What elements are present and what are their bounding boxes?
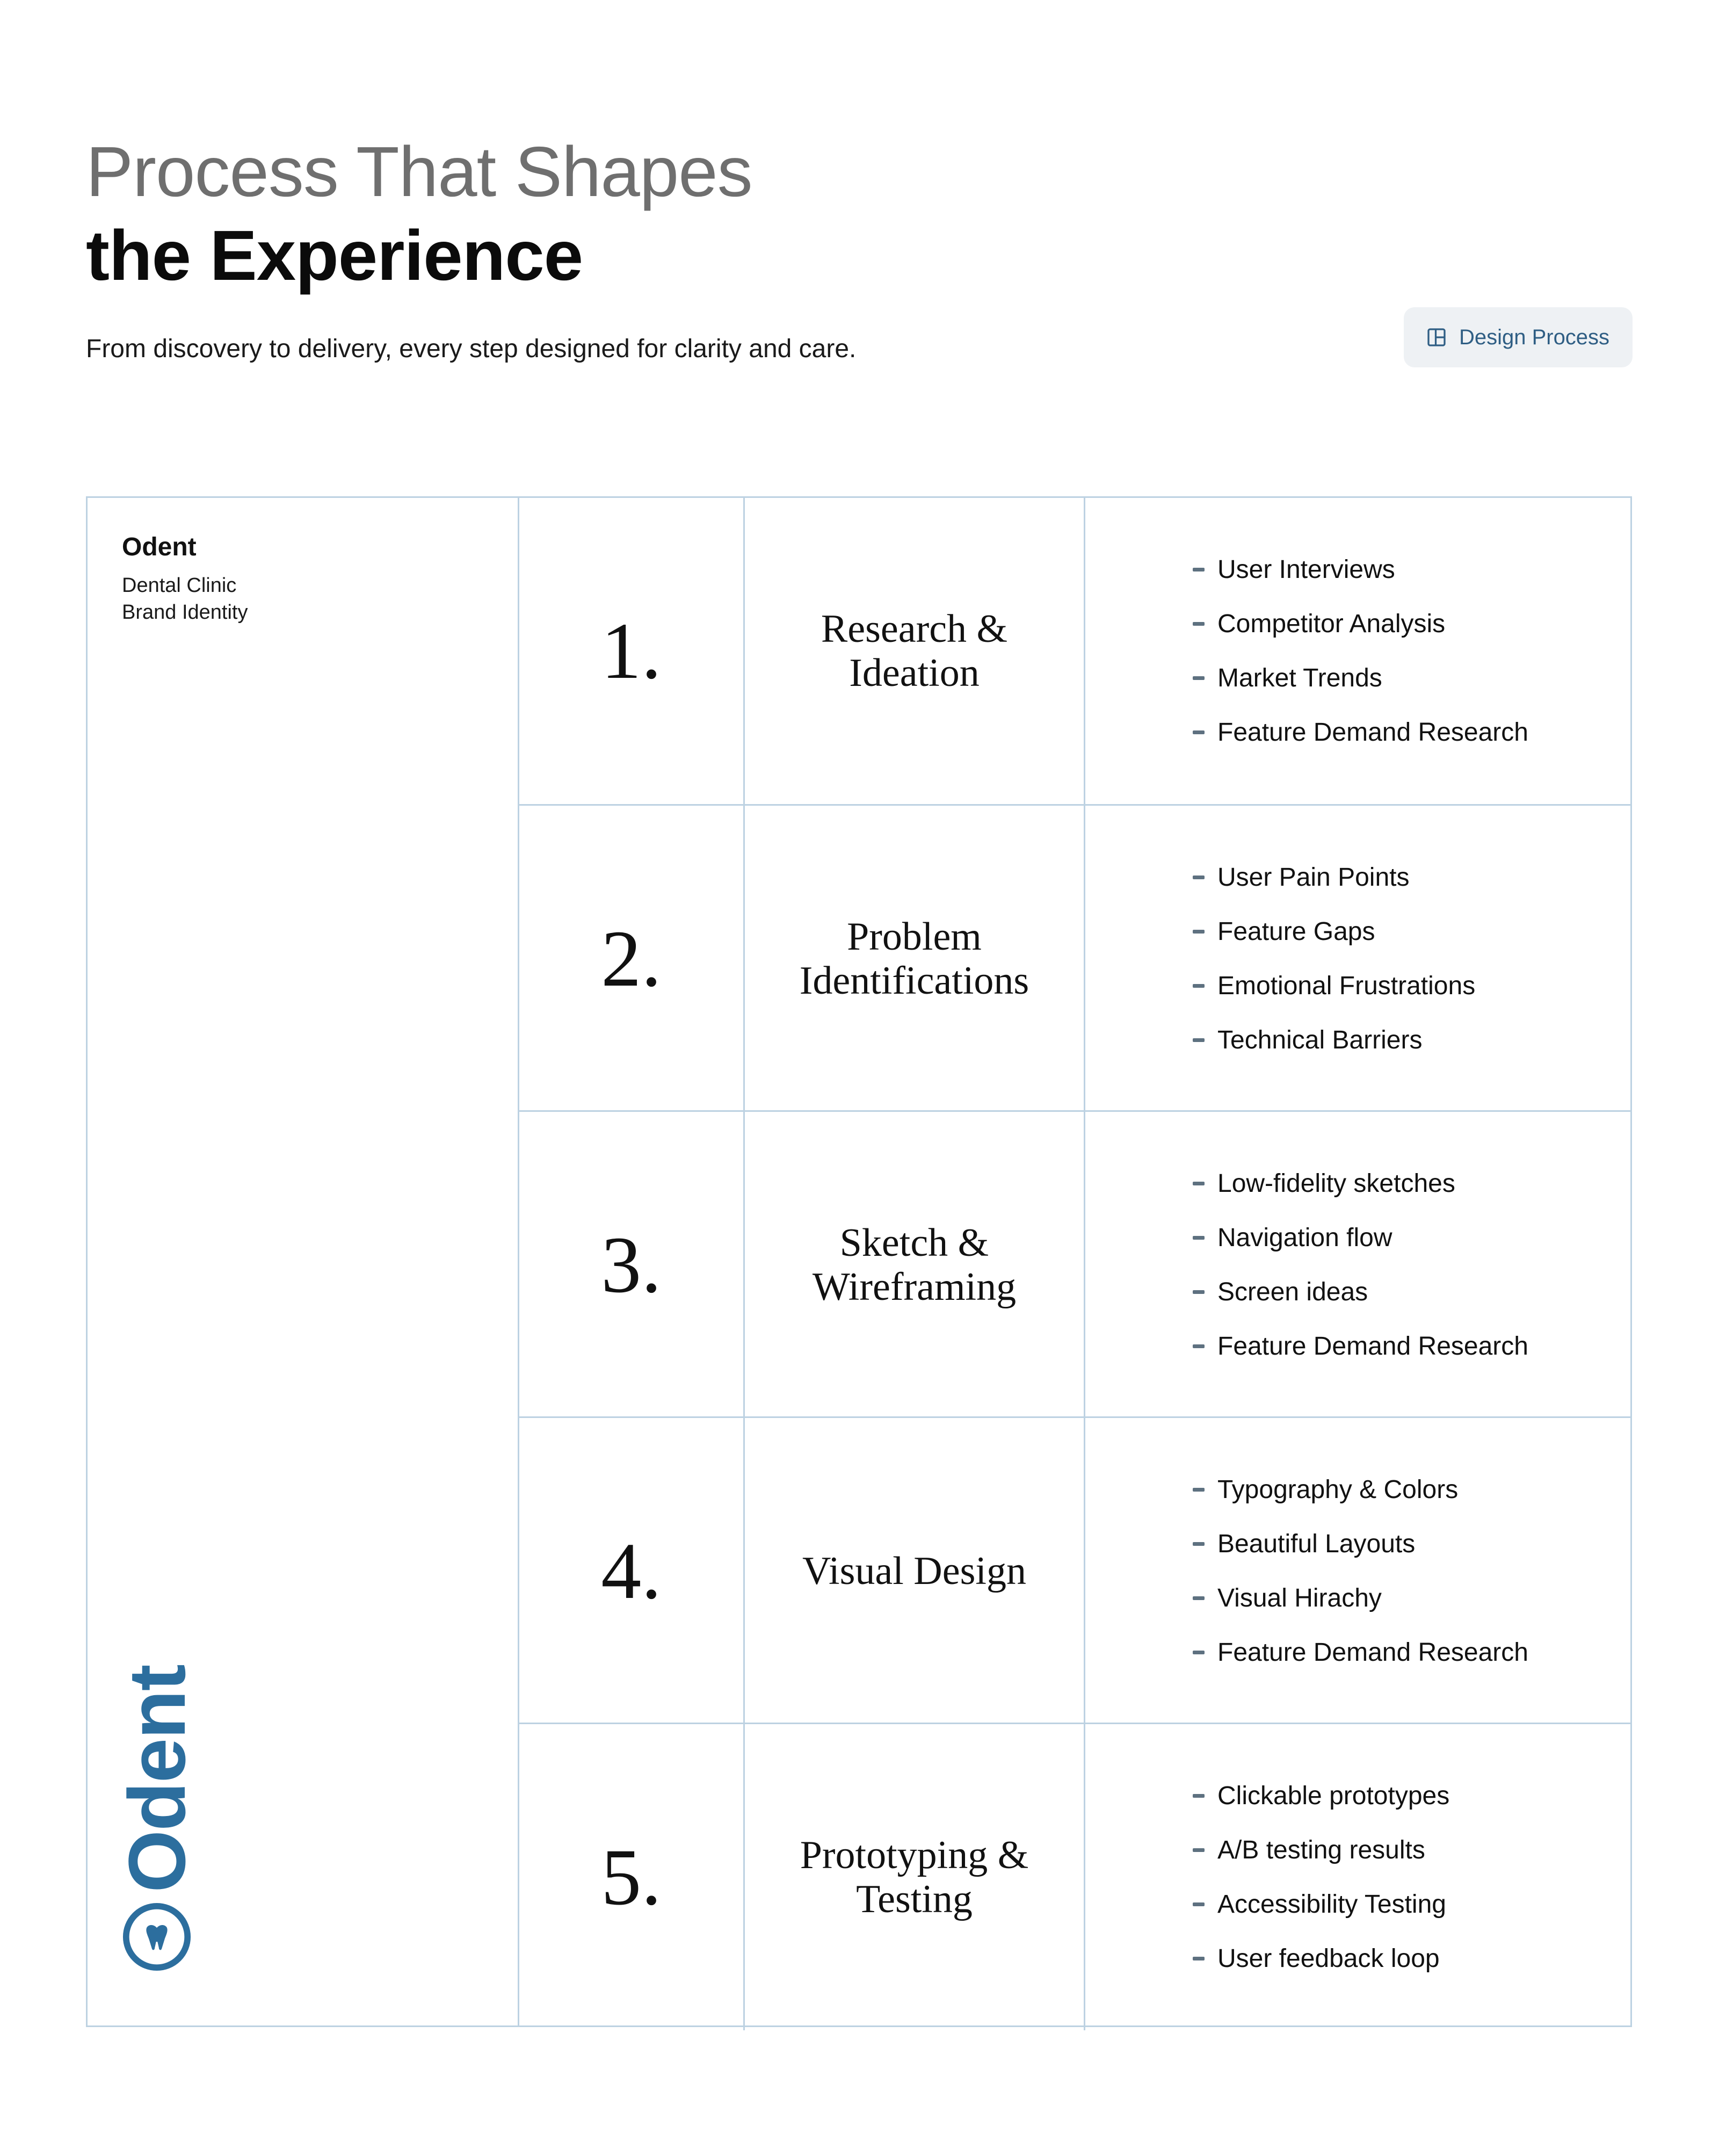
list-item bbox=[1193, 1571, 1630, 1625]
brand-column bbox=[88, 498, 519, 2025]
list-item bbox=[1193, 1156, 1630, 1211]
page-title-line1: Process That Shapes bbox=[86, 132, 752, 211]
layout-panel-icon bbox=[1427, 328, 1446, 347]
brand-subtitle-line2: Brand Identity bbox=[122, 601, 248, 624]
step-items bbox=[1085, 1112, 1630, 1418]
brand-subtitle bbox=[122, 572, 248, 626]
dash-bullet bbox=[1193, 1651, 1205, 1654]
dash-bullet bbox=[1193, 984, 1205, 988]
list-item-label: User Interviews bbox=[1217, 555, 1395, 584]
list-item bbox=[1193, 1211, 1630, 1265]
dash-bullet bbox=[1193, 1902, 1205, 1906]
badge-label: Design Process bbox=[1459, 325, 1610, 349]
list-item bbox=[1193, 1625, 1630, 1680]
list-item-label: Beautiful Layouts bbox=[1217, 1530, 1416, 1558]
step-number: 4. bbox=[519, 1418, 745, 1724]
list-item-label: Feature Gaps bbox=[1217, 917, 1375, 946]
process-step-2 bbox=[519, 804, 1630, 1112]
step-title: Prototyping & Testing bbox=[745, 1724, 1085, 2030]
step-title: Sketch & Wireframing bbox=[745, 1112, 1085, 1418]
list-item bbox=[1193, 1463, 1630, 1517]
step-items bbox=[1085, 1418, 1630, 1724]
process-step-1 bbox=[519, 498, 1630, 804]
dash-bullet bbox=[1193, 1542, 1205, 1546]
list-item bbox=[1193, 905, 1630, 959]
dash-bullet bbox=[1193, 1957, 1205, 1960]
list-item-label: Low-fidelity sketches bbox=[1217, 1169, 1455, 1198]
list-item bbox=[1193, 959, 1630, 1013]
list-item-label: Technical Barriers bbox=[1217, 1026, 1423, 1054]
step-title: Problem Identifications bbox=[745, 806, 1085, 1112]
step-items bbox=[1085, 498, 1630, 804]
list-item-label: Visual Hirachy bbox=[1217, 1584, 1382, 1612]
list-item bbox=[1193, 597, 1630, 651]
process-step-4 bbox=[519, 1416, 1630, 1724]
list-item bbox=[1193, 542, 1630, 597]
dash-bullet bbox=[1193, 1290, 1205, 1294]
brand-subtitle-line1: Dental Clinic bbox=[122, 574, 237, 597]
design-process-badge[interactable] bbox=[1404, 307, 1633, 367]
list-item-label: Emotional Frustrations bbox=[1217, 972, 1476, 1000]
list-item bbox=[1193, 1931, 1630, 1986]
list-item bbox=[1193, 705, 1630, 759]
dash-bullet bbox=[1193, 1038, 1205, 1042]
list-item-label: Screen ideas bbox=[1217, 1278, 1368, 1306]
dash-bullet bbox=[1193, 1236, 1205, 1240]
list-item-label: A/B testing results bbox=[1217, 1836, 1425, 1864]
list-item-label: Typography & Colors bbox=[1217, 1475, 1459, 1504]
list-item-label: User Pain Points bbox=[1217, 863, 1410, 892]
list-item bbox=[1193, 1013, 1630, 1067]
list-item bbox=[1193, 651, 1630, 705]
list-item bbox=[1193, 1823, 1630, 1877]
dash-bullet bbox=[1193, 876, 1205, 879]
step-items bbox=[1085, 1724, 1630, 2030]
list-item bbox=[1193, 850, 1630, 905]
page-title-line2: the Experience bbox=[86, 216, 583, 295]
dash-bullet bbox=[1193, 622, 1205, 626]
step-items bbox=[1085, 806, 1630, 1112]
step-title: Visual Design bbox=[745, 1418, 1085, 1724]
list-item-label: Clickable prototypes bbox=[1217, 1782, 1450, 1810]
step-number: 3. bbox=[519, 1112, 745, 1418]
list-item bbox=[1193, 1265, 1630, 1319]
logo-wordmark: Odent bbox=[112, 1665, 202, 1893]
list-item bbox=[1193, 1769, 1630, 1823]
list-item-label: Navigation flow bbox=[1217, 1224, 1392, 1252]
list-item-label: User feedback loop bbox=[1217, 1944, 1440, 1973]
dash-bullet bbox=[1193, 1848, 1205, 1852]
process-step-5 bbox=[519, 1723, 1630, 2030]
process-steps bbox=[519, 498, 1630, 2025]
step-number: 1. bbox=[519, 498, 745, 804]
list-item-label: Competitor Analysis bbox=[1217, 610, 1446, 638]
process-step-3 bbox=[519, 1110, 1630, 1418]
brand-name: Odent bbox=[122, 533, 197, 561]
dash-bullet bbox=[1193, 730, 1205, 734]
list-item-label: Feature Demand Research bbox=[1217, 1332, 1528, 1361]
odent-logo bbox=[112, 1653, 202, 1975]
list-item bbox=[1193, 1877, 1630, 1931]
process-table bbox=[86, 496, 1632, 2027]
dash-bullet bbox=[1193, 1794, 1205, 1798]
page-subtitle: From discovery to delivery, every step designed for clarity and care. bbox=[86, 335, 857, 363]
step-number: 2. bbox=[519, 806, 745, 1112]
tooth-circle-icon bbox=[122, 1902, 192, 1972]
dash-bullet bbox=[1193, 676, 1205, 680]
list-item bbox=[1193, 1517, 1630, 1571]
list-item bbox=[1193, 1319, 1630, 1373]
dash-bullet bbox=[1193, 568, 1205, 571]
dash-bullet bbox=[1193, 1182, 1205, 1185]
list-item-label: Feature Demand Research bbox=[1217, 1638, 1528, 1667]
list-item-label: Feature Demand Research bbox=[1217, 718, 1528, 747]
step-title: Research & Ideation bbox=[745, 498, 1085, 804]
step-number: 5. bbox=[519, 1724, 745, 2030]
list-item-label: Market Trends bbox=[1217, 664, 1382, 692]
dash-bullet bbox=[1193, 930, 1205, 934]
dash-bullet bbox=[1193, 1344, 1205, 1348]
dash-bullet bbox=[1193, 1488, 1205, 1492]
list-item-label: Accessibility Testing bbox=[1217, 1890, 1446, 1919]
dash-bullet bbox=[1193, 1596, 1205, 1600]
